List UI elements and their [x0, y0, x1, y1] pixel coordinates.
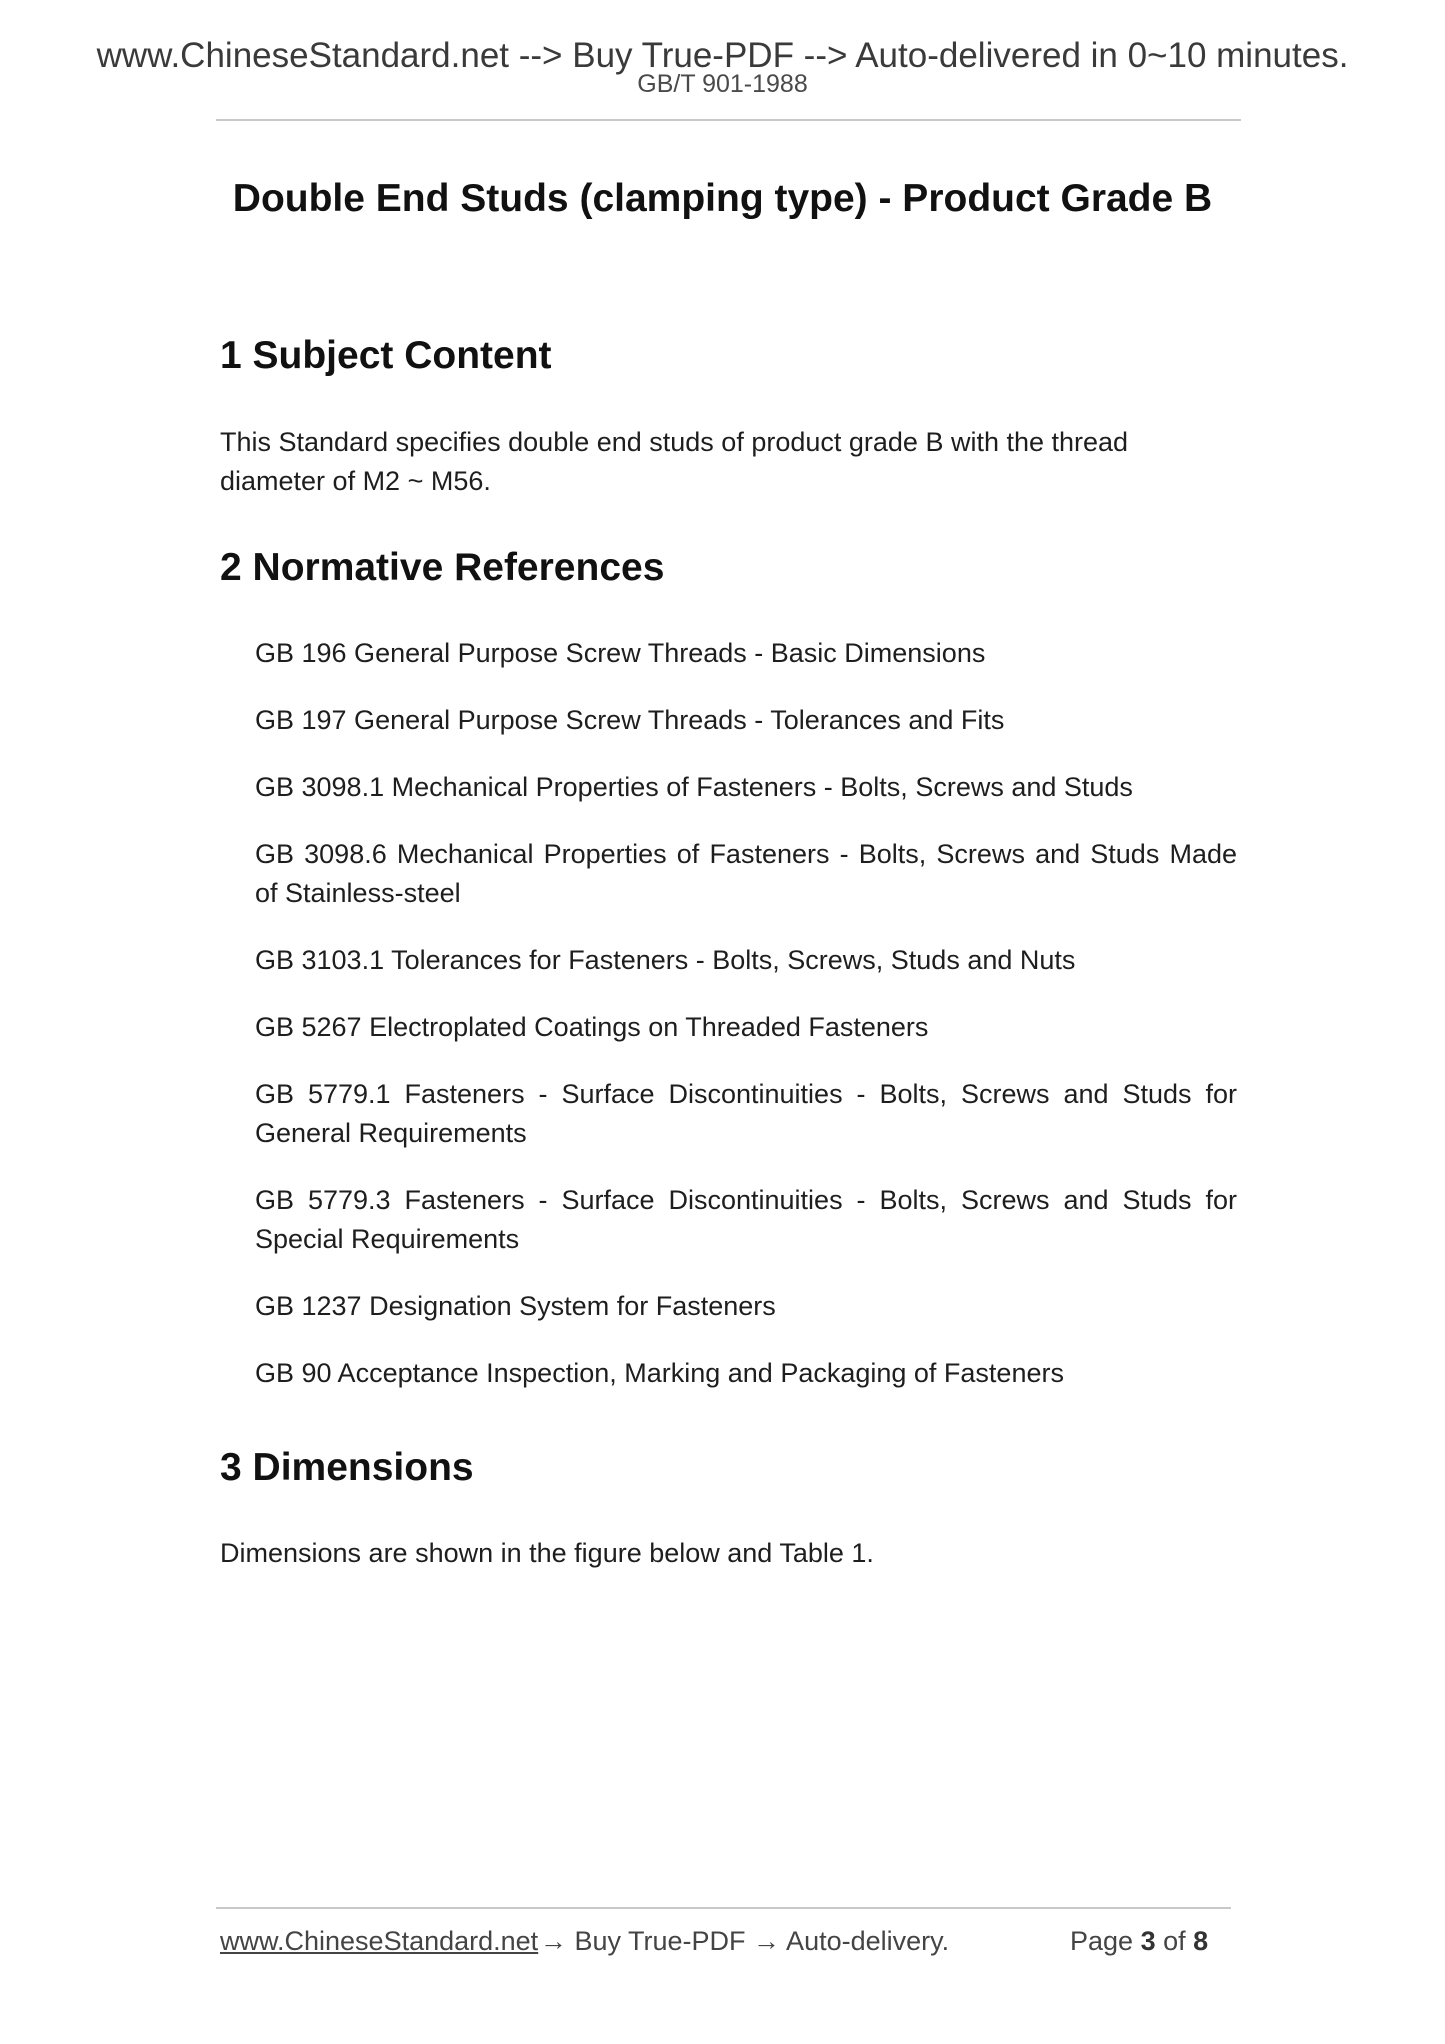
section-heading-normative-references: 2 Normative References — [220, 546, 665, 589]
header-divider — [216, 119, 1241, 121]
footer-tagline: → Buy True-PDF → Auto-delivery. — [540, 1926, 950, 1956]
reference-item: GB 3103.1 Tolerances for Fasteners - Bolts, Screws, Studs and Nuts — [255, 945, 1076, 975]
reference-item: GB 3098.6 Mechanical Properties of Fasteners - Bolts, Screws and Studs Made of Stainless-steel — [255, 839, 1237, 908]
reference-item: GB 5779.3 Fasteners - Surface Discontinuities - Bolts, Screws and Studs for Special Requirements — [255, 1185, 1237, 1254]
standard-code: GB/T 901-1988 — [637, 70, 808, 98]
page-current-number: 3 — [1140, 1926, 1156, 1956]
normative-references-list — [255, 634, 1237, 1421]
reference-item: GB 196 General Purpose Screw Threads - Basic Dimensions — [255, 638, 986, 668]
page-total-number: 8 — [1193, 1926, 1209, 1956]
subject-content-paragraph: This Standard specifies double end studs of product grade B with the thread diameter of M2 ~ M56. — [220, 427, 1129, 496]
section-heading-dimensions: 3 Dimensions — [220, 1446, 474, 1489]
reference-item: GB 197 General Purpose Screw Threads - Tolerances and Fits — [255, 705, 1005, 735]
reference-item: GB 90 Acceptance Inspection, Marking and Packaging of Fasteners — [255, 1358, 1064, 1388]
top-banner: www.ChineseStandard.net --> Buy True-PDF --> Auto-delivered in 0~10 minutes. — [96, 36, 1349, 75]
page-of-label: of — [1163, 1926, 1186, 1956]
reference-item: GB 3098.1 Mechanical Properties of Fasteners - Bolts, Screws and Studs — [255, 772, 1133, 802]
footer-site-link[interactable]: www.ChineseStandard.net — [220, 1926, 539, 1956]
reference-item: GB 5267 Electroplated Coatings on Threaded Fasteners — [255, 1012, 929, 1042]
dimensions-paragraph: Dimensions are shown in the figure below and Table 1. — [220, 1538, 874, 1568]
section-heading-subject-content: 1 Subject Content — [220, 334, 552, 377]
footer-divider — [216, 1907, 1231, 1909]
reference-item: GB 5779.1 Fasteners - Surface Discontinuities - Bolts, Screws and Studs for General Requirements — [255, 1079, 1237, 1148]
document-title: Double End Studs (clamping type) - Product Grade B — [232, 177, 1213, 220]
reference-item: GB 1237 Designation System for Fasteners — [255, 1291, 776, 1321]
page-indicator — [1070, 1926, 1208, 1957]
page-label: Page — [1070, 1926, 1134, 1956]
